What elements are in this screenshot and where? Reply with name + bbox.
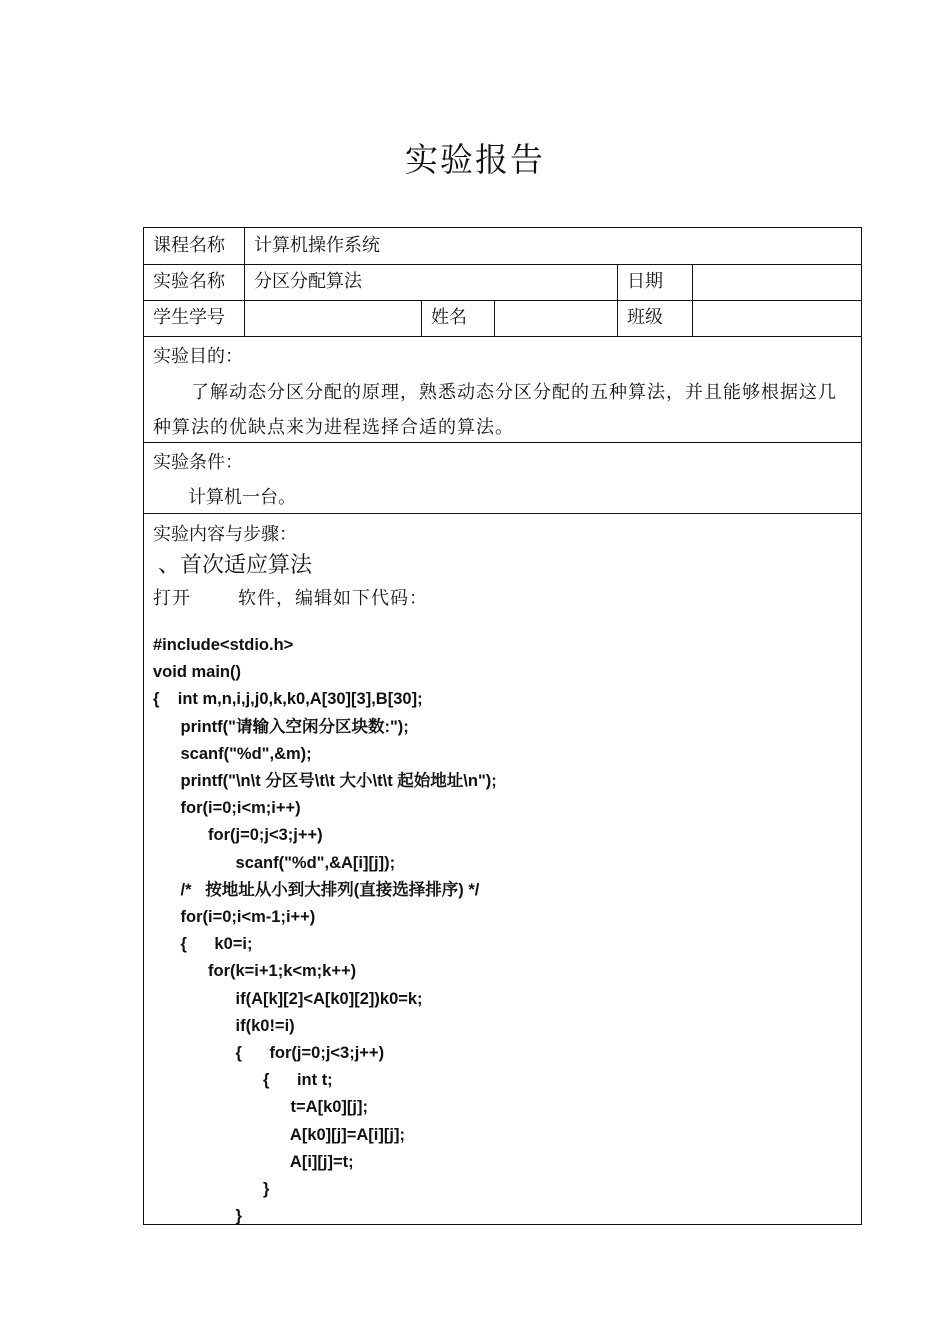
name-label: 姓名 (431, 307, 467, 328)
purpose-label: 实验目的： (153, 346, 243, 367)
conditions-text: 计算机一台。 (170, 487, 296, 508)
column-divider (421, 300, 422, 336)
section-heading: 、首次适应算法 (158, 553, 313, 578)
intro-text: 打开 软件，编辑如下代码： (153, 588, 429, 609)
column-divider (617, 264, 618, 336)
report-table (143, 227, 862, 1225)
page-title: 实验报告 (405, 140, 545, 179)
column-divider (494, 300, 495, 336)
date-label: 日期 (627, 271, 663, 292)
content-section (144, 514, 861, 1224)
row-divider (144, 264, 861, 265)
student-id-label: 学生学号 (153, 307, 225, 328)
code-listing: #include<stdio.h> void main() { int m,n,i,j,j0,k,k0,A[30][3],B[30]; printf("请输入空闲分区块数:"); scanf("%d",&m); printf("\n\t 分区号\t\t 大小\t\t 起始地址\n"); for(i=0;i<m;i++) for(j=0;j<3;j++) scanf("%d",&A[i][j]); /* 按地址从小到大排列(直接选择排序) */ for(i=0;i<m-1;i++) { k0=i; for(k=i+1;k<m;k++) if(A[k][2]<A[k0][2])k0=k; if(k0!=i) { for(j=0;j<3;j++) { int t; t=A[k0][j]; A[k0][j]=A[i][j]; A[i][j]=t; } } (153, 636, 497, 1226)
column-divider (244, 228, 245, 336)
class-label: 班级 (627, 307, 663, 328)
experiment-name-value: 分区分配算法 (254, 271, 362, 292)
experiment-name-label: 实验名称 (153, 271, 225, 292)
course-name-label: 课程名称 (153, 235, 225, 256)
purpose-text: 了解动态分区分配的原理，熟悉动态分区分配的五种算法，并且能够根据这几种算法的优缺点来为进程选择合适的算法。 (153, 382, 837, 438)
content-label: 实验内容与步骤： (153, 524, 297, 545)
row-divider (144, 300, 861, 301)
row-divider (144, 336, 861, 337)
column-divider (692, 264, 693, 336)
course-name-value: 计算机操作系统 (254, 235, 380, 256)
conditions-label: 实验条件： (153, 452, 243, 473)
